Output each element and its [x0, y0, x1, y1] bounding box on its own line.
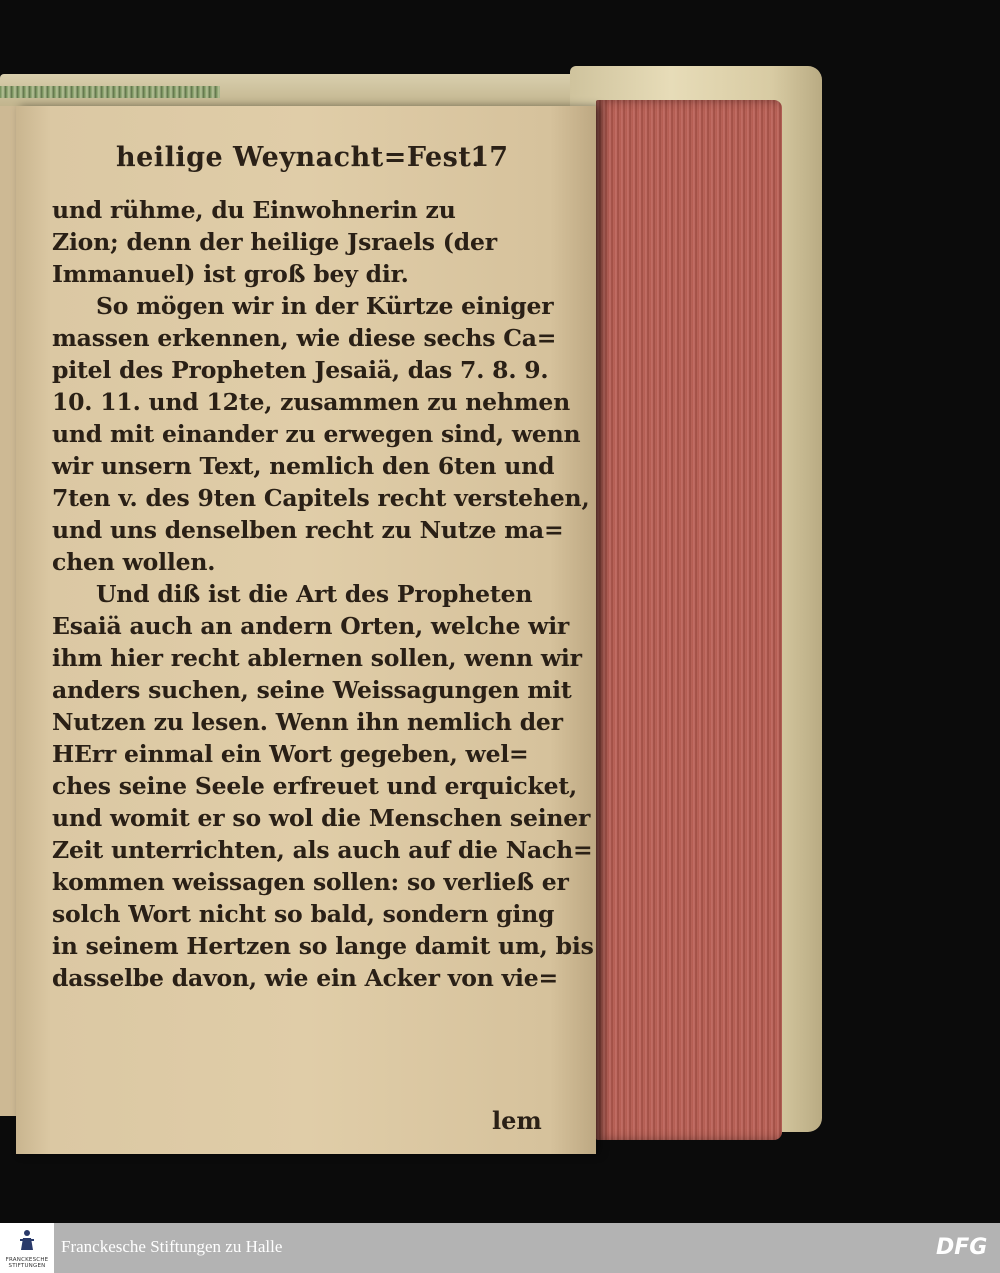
- text-line: 10. 11. und 12te, zusammen zu nehmen: [52, 388, 571, 416]
- left-page-edge: [0, 106, 16, 1116]
- text-line: massen erkennen, wie diese sechs Ca=: [52, 324, 557, 352]
- text-line: solch Wort nicht so bald, sondern ging: [52, 900, 555, 928]
- text-line: Zeit unterrichten, als auch auf die Nach=: [52, 836, 593, 864]
- red-page-edges: [596, 100, 782, 1140]
- body-text: [52, 194, 594, 1135]
- page-number: 17: [470, 142, 508, 173]
- text-line: ches seine Seele erfreuet und erquicket,: [52, 772, 578, 800]
- text-line: kommen weissagen sollen: so verließ er: [52, 868, 569, 896]
- text-line: anders suchen, seine Weissagungen mit: [52, 676, 572, 704]
- text-line: Immanuel) ist groß bey dir.: [52, 260, 409, 288]
- footer-bar: [0, 1223, 1000, 1273]
- text-line: chen wollen.: [52, 548, 216, 576]
- text-line: Nutzen zu lesen. Wenn ihn nemlich der: [52, 708, 563, 736]
- page-header: [116, 142, 516, 182]
- text-line: Und diß ist die Art des Propheten: [96, 580, 533, 608]
- text-line: und womit er so wol die Menschen seiner: [52, 804, 591, 832]
- text-line: und uns denselben recht zu Nutze ma=: [52, 516, 564, 544]
- logo-text: FRANCKESCHE STIFTUNGEN: [5, 1257, 49, 1269]
- text-line: HErr einmal ein Wort gegeben, wel=: [52, 740, 529, 768]
- text-line: in seinem Hertzen so lange damit um, bis: [52, 932, 594, 960]
- running-head: heilige Weynacht=Fest.: [116, 142, 482, 173]
- text-line: und mit einander zu erwegen sind, wenn: [52, 420, 581, 448]
- text-line: pitel des Propheten Jesaiä, das 7. 8. 9.: [52, 356, 549, 384]
- text-line: ihm hier recht ablernen sollen, wenn wir: [52, 644, 582, 672]
- dfg-logo[interactable]: DFG: [936, 1235, 988, 1260]
- text-line: wir unsern Text, nemlich den 6ten und: [52, 452, 555, 480]
- institution-emblem-icon: [19, 1229, 35, 1251]
- text-line: Esaiä auch an andern Orten, welche wir: [52, 612, 570, 640]
- franckesche-logo[interactable]: [0, 1223, 54, 1273]
- text-line: Zion; denn der heilige Jsraels (der: [52, 228, 497, 256]
- catchword: lem: [492, 1106, 542, 1135]
- text-line: dasselbe davon, wie ein Acker von vie=: [52, 964, 558, 992]
- book-page: [16, 106, 596, 1154]
- spine-ribbon: [0, 86, 220, 98]
- text-line: 7ten v. des 9ten Capitels recht verstehen,: [52, 484, 590, 512]
- text-line: und rühme, du Einwohnerin zu: [52, 196, 456, 224]
- text-line: So mögen wir in der Kürtze einiger: [96, 292, 554, 320]
- institution-name[interactable]: Franckesche Stiftungen zu Halle: [61, 1237, 283, 1256]
